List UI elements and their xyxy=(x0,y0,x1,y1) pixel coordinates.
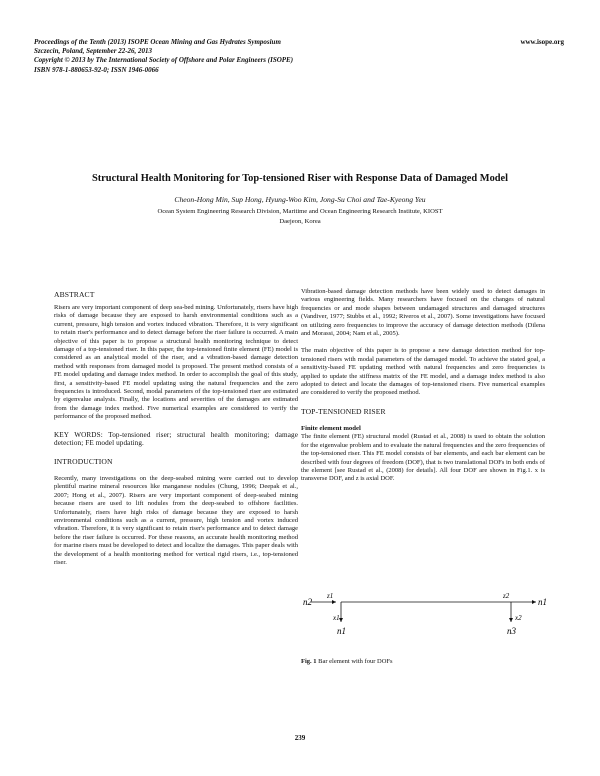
left-column xyxy=(54,290,298,567)
affiliation-location: Daejeon, Korea xyxy=(279,218,321,225)
proceedings-header xyxy=(34,38,293,75)
arrowhead xyxy=(332,600,336,604)
introduction-text: Recently, many investigations on the deep-seabed mining were carried out to develop plentiful marine mineral resources like manganese nodules (Chung, 1996; Deepak et al., 2007; Hong et al., 2007). Risers are very important component of deep-seabed mining because risers are used to lift nodules from the deep-seabed to offshore facilities. Unfortunately, risers have high risks of damage because they are exposed to harsh environmental conditions such as a current, pressure, high tension and vortex induced vibration. Therefore, it is very significant to retain riser's performance and to detect damage before the riser failure is occurred. For these reasons, an accurate health monitoring method for marine risers must be developed to detect and localize the damages. This paper deals with the development of a health monitoring method for vertical rigid risers, i.e., top-tensioned riser. xyxy=(54,474,298,566)
arrowhead xyxy=(532,600,536,604)
paper-title: Structural Health Monitoring for Top-tensioned Riser with Response Data of Damaged Model xyxy=(91,173,509,184)
paragraph: The finite element (FE) structural model (Rustad et al., 2008) is used to obtain the solution for the eigenvalue problem and to evaluate the natural frequencies and the zero frequencies of the top-tensioned riser. This FE model consists of bar elements, and each bar element can be described with four degrees of freedom (DOF), that is two translational DOFs in both ends of the element [see Rustad et al., (2008) for details]. All four DOF are shown in Fig.1. x is transverse DOF, and z is axial DOF. xyxy=(301,433,545,483)
affiliation xyxy=(0,207,600,227)
paragraph: Vibration-based damage detection methods have been widely used to detect damages in various engineering fields. Many researchers have focused on the changes of natural frequencies or and mode shapes between undamaged structures and damaged structures (Vandiver, 1977; Stubbs et al., 1992; Riveros et al., 2007). Some investigations have focused on utilizing zero frequencies to improve the accuracy of damage detection methods (Dilena and Morassi, 2004; Nam et al., 2005). xyxy=(301,288,545,338)
author-list: Cheon-Hong Min, Sup Hong, Hyung-Woo Kim, Jong-Su Choi and Tae-Kyeong Yeu xyxy=(174,195,426,204)
label-z1: z1 xyxy=(327,592,334,600)
label-x1: x1 xyxy=(333,614,340,622)
header-line: Proceedings of the Tenth (2013) ISOPE Ocean Mining and Gas Hydrates Symposium xyxy=(34,38,281,46)
bar-element-figure xyxy=(301,592,551,654)
header-line: Szczecin, Poland, September 22-26, 2013 xyxy=(34,47,153,56)
affiliation-line: Ocean System Engineering Research Division, Maritime and Ocean Engineering Research Institute, KIOST xyxy=(157,208,443,215)
introduction-heading: INTRODUCTION xyxy=(54,456,113,466)
label-z2: z2 xyxy=(503,592,510,600)
paragraph: The main objective of this paper is to propose a new damage detection method for top-tensioned risers with modal parameters of the damaged model. To achieve the stated goal, a sensitivity-based FE updating method with natural frequencies and zero frequencies is applied to update the stiffness matrix of the FE model, and a damage index method is also adopted to detect and locate the damages of top-tensioned risers. Five numerical examples are considered to verify the proposed method. xyxy=(301,347,545,397)
right-column xyxy=(301,288,545,484)
caption-label: Fig. 1 xyxy=(301,658,317,665)
label-n3: n3 xyxy=(507,626,516,636)
label-n-right: n1 xyxy=(538,597,547,607)
caption-text: Bar element with four DOFs xyxy=(316,658,393,665)
page-number: 239 xyxy=(294,734,306,742)
subsection-heading: Finite element model xyxy=(301,424,361,432)
header-line: ISBN 978-1-880653-92-0; ISSN 1946-0066 xyxy=(34,65,159,74)
website-link[interactable]: www.isope.org xyxy=(520,38,564,46)
abstract-heading: ABSTRACT xyxy=(54,290,95,299)
keywords: KEY WORDS: Top-tensioned riser; structural health monitoring; damage detection; FE model updating. xyxy=(54,430,298,448)
label-x2: x2 xyxy=(515,614,522,622)
section-heading: TOP-TENSIONED RISER xyxy=(301,406,386,416)
abstract-text: Risers are very important component of deep sea-bed mining. Unfortunately, risers have high risks of damage because they are exposed to harsh environmental conditions such as a current, pressure, high tension and vortex induced vibration. Therefore, it is very significant to retain riser's performance and to detect damage before the riser failure is occurred. A main objective of this paper is to propose a structural health monitoring technique to detect damage of a top-tensioned riser. In this paper, the top-tensioned finite element (FE) model is considered as an analytical model of the riser, and a vibration-based damage detection method with responses from damaged model is proposed. The present method consists of a FE model updating and damage index method. In order to accomplish the goal of this study, first, a sensitivity-based FE model updating using the natural frequencies and the zero frequencies is introduced. Second, modal parameters of the top-tensioned riser are estimated by eigenvalue analysis. Finally, the locations and severities of the damages are estimated from the damage index method. Five numerical examples are considered to verify the performance of the proposed method. xyxy=(54,304,298,421)
label-n1-left: n1 xyxy=(337,626,346,636)
arrowhead xyxy=(509,618,513,622)
label-n2: n2 xyxy=(303,597,312,607)
header-line: Copyright © 2013 by The International Society of Offshore and Polar Engineers (ISOPE) xyxy=(34,56,294,65)
figure-caption xyxy=(301,658,393,665)
